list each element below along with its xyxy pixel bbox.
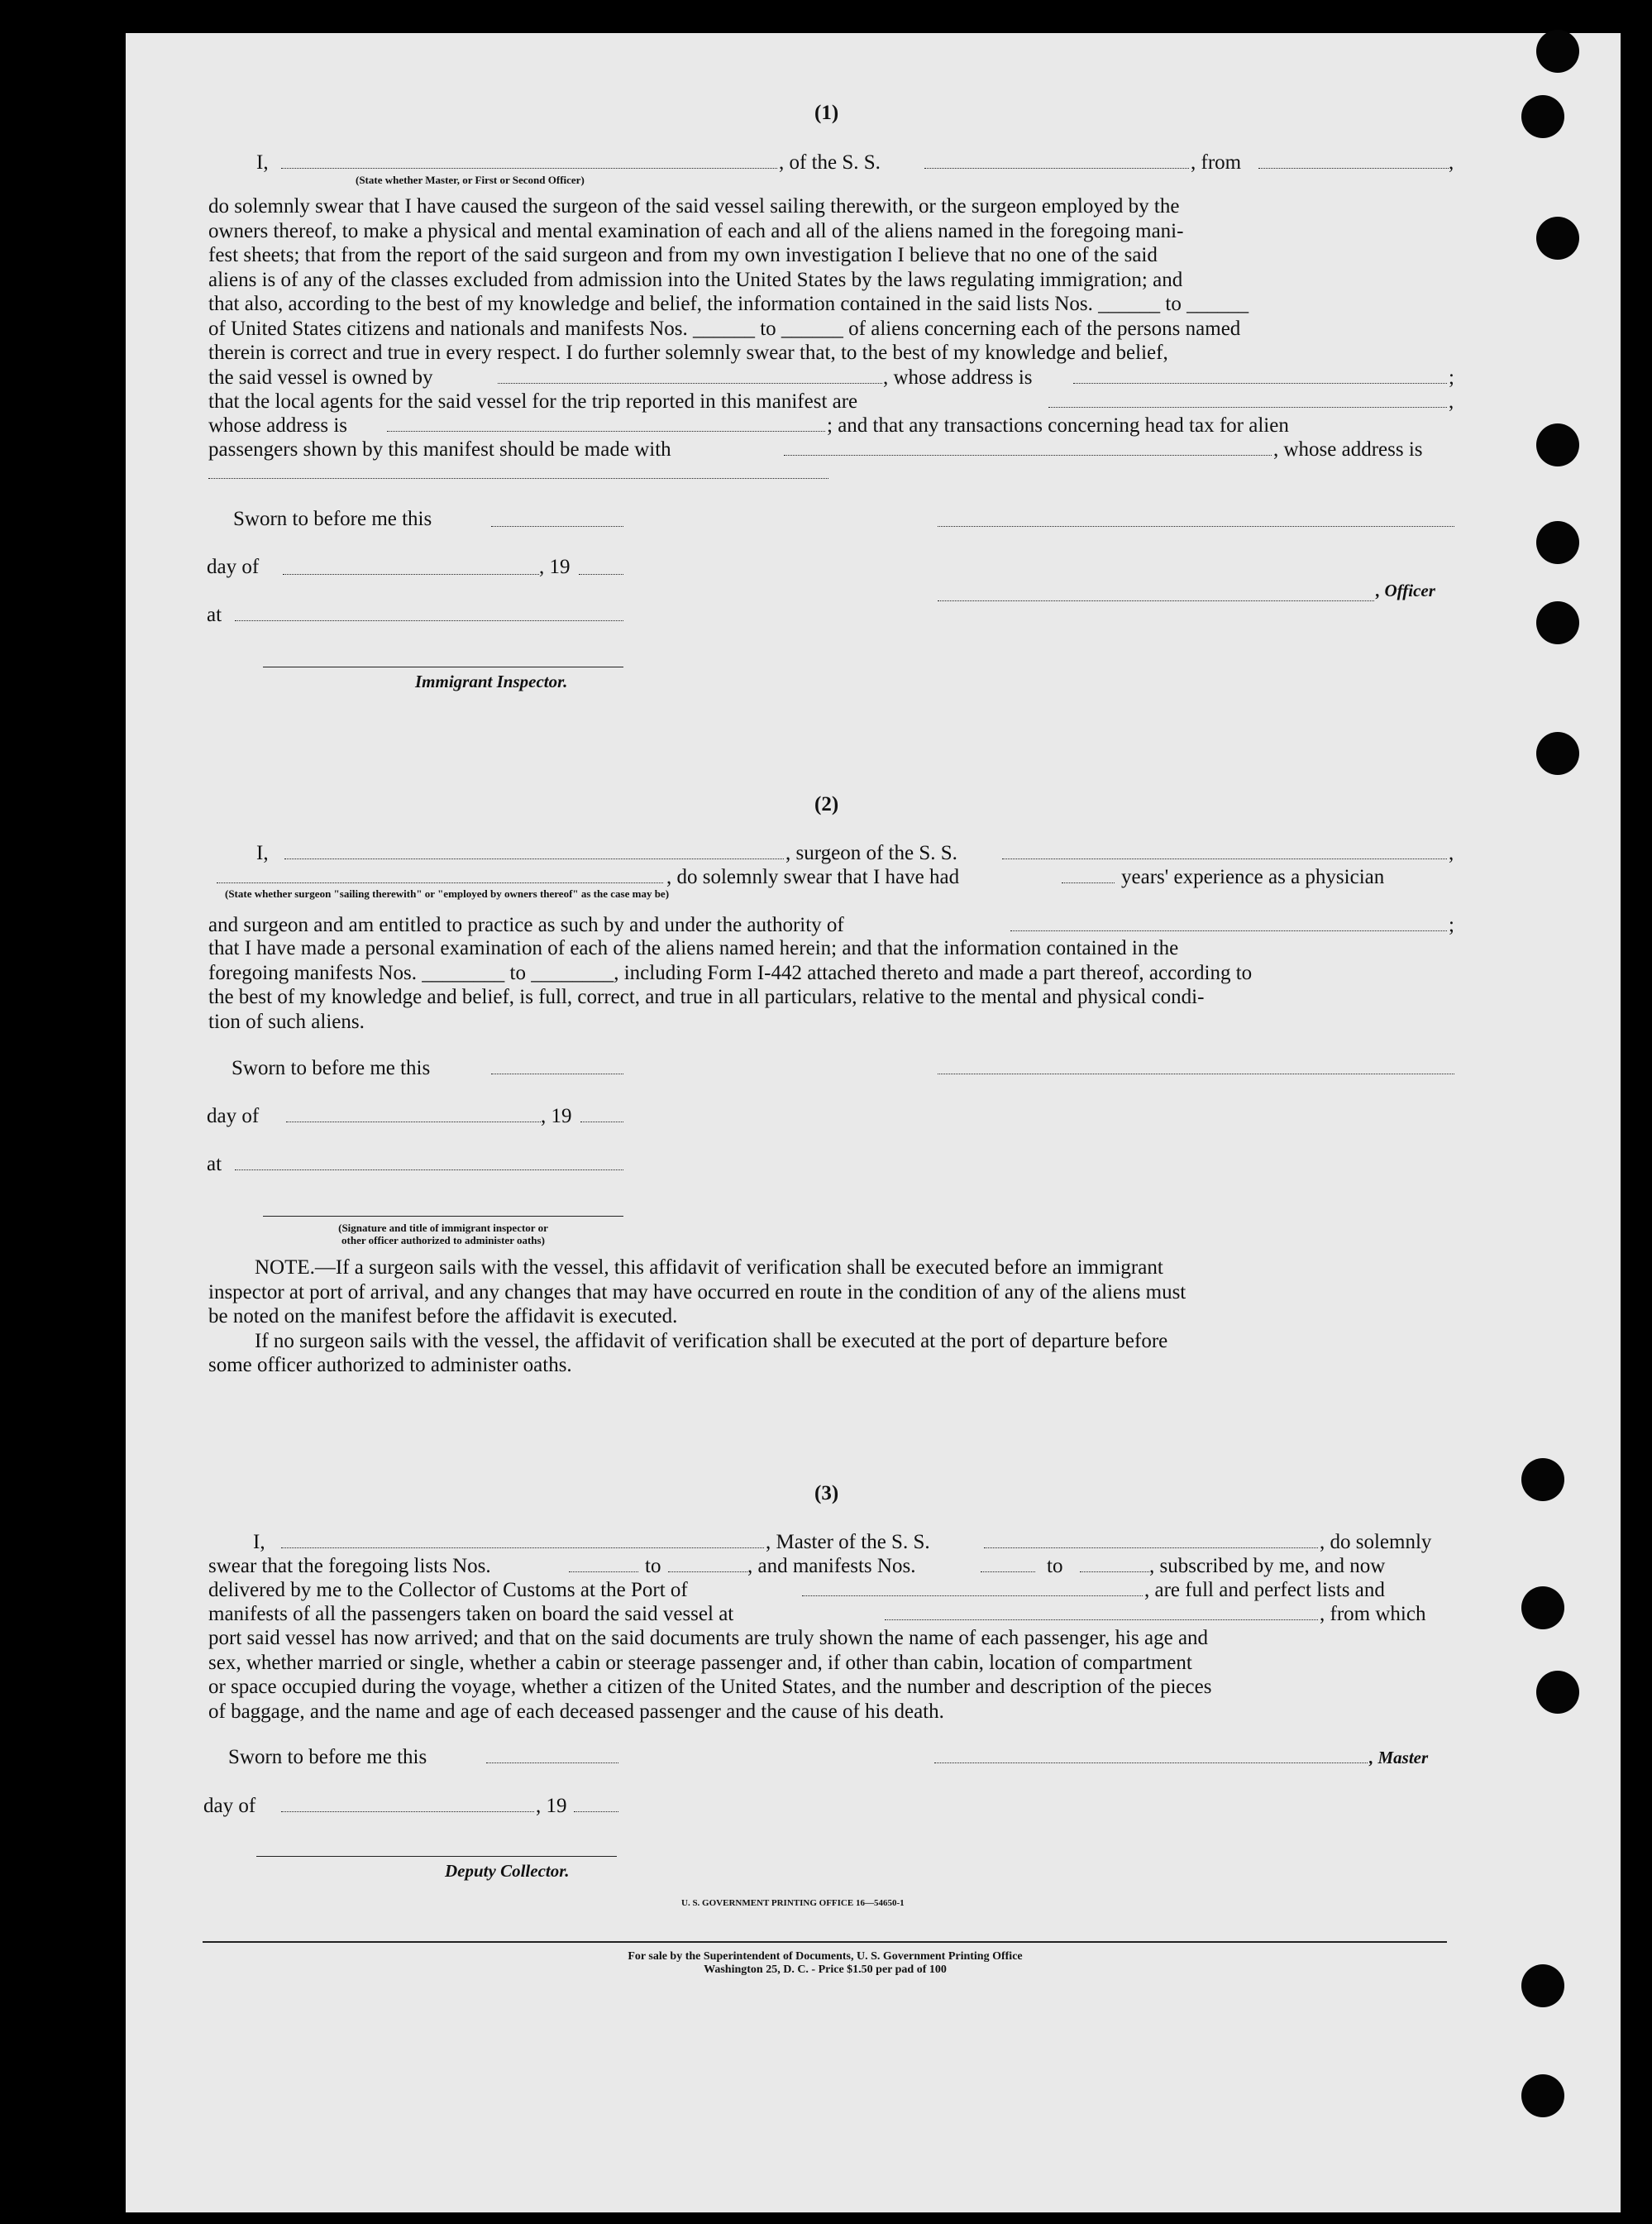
swear-had-label: , do solemnly swear that I have had <box>666 866 960 888</box>
note-line: inspector at port of arrival, and any changes that may have occurred en route in the condition of any of the aliens must <box>208 1280 1186 1303</box>
years-experience-field[interactable] <box>1062 882 1115 883</box>
s3-para-line: of baggage, and the name and age of each deceased passenger and the cause of his death. <box>208 1700 944 1723</box>
vessel-name-field[interactable] <box>924 168 1189 169</box>
s2-at-field[interactable] <box>235 1169 623 1170</box>
agent-address-label: whose address is <box>208 414 348 437</box>
note-line: be noted on the manifest before the affidavit is executed. <box>208 1305 678 1327</box>
owner-field[interactable] <box>498 383 882 384</box>
inspector-label: Immigrant Inspector. <box>415 672 568 691</box>
manifests-from-field[interactable] <box>981 1571 1035 1572</box>
s3-sworn-label: Sworn to before me this <box>228 1746 427 1768</box>
s3-year-label: , 19 <box>536 1795 567 1817</box>
s1-of-ss-label: , of the S. S. <box>779 151 881 174</box>
passengers-text: passengers shown by this manifest should be made with <box>208 438 671 461</box>
s2-at-label: at <box>207 1153 222 1175</box>
s1-line1-end: , <box>1449 151 1454 174</box>
lists-to-field[interactable] <box>668 1571 747 1572</box>
surgeon-note: (State whether surgeon "sailing therewith" or "employed by owners thereof" as the case may be) <box>225 887 670 900</box>
s1-para-line: that also, according to the best of my knowledge and belief, the information contained in the said lists Nos. ______ to ______ <box>208 293 1249 315</box>
s2-note <box>208 1255 1455 1378</box>
s1-para-line: therein is correct and true in every respect. I do further solemnly swear that, to the best of my knowledge and belief, <box>208 342 1168 364</box>
subscribed-label: , subscribed by me, and now <box>1149 1555 1386 1577</box>
s1-year-field[interactable] <box>579 574 623 575</box>
punch-hole <box>1536 30 1579 73</box>
authority-field[interactable] <box>1010 930 1447 931</box>
s3-master-signature-field[interactable] <box>934 1762 1368 1763</box>
agent-address-field[interactable] <box>387 431 825 432</box>
gpo-imprint: U. S. GOVERNMENT PRINTING OFFICE 16—54650-1 <box>681 1898 905 1908</box>
deputy-collector-label: Deputy Collector. <box>445 1861 570 1881</box>
section-3-heading: (3) <box>814 1482 839 1504</box>
from-port-field[interactable] <box>1258 168 1449 169</box>
s2-para-line: the best of my knowledge and belief, is full, correct, and true in all particulars, relative to the mental and physical condi- <box>208 986 1205 1008</box>
s1-para-line: of United States citizens and nationals and manifests Nos. ______ to ______ of aliens concerning each of the persons named <box>208 317 1241 340</box>
s2-paragraph <box>208 936 1455 1034</box>
head-tax-text: ; and that any transactions concerning head tax for alien <box>827 414 1289 437</box>
lists-from-field[interactable] <box>569 1571 638 1572</box>
s2-para-line: that I have made a personal examination of each of the aliens named herein; and that the information contained in the <box>208 937 1179 959</box>
port-field[interactable] <box>802 1595 1143 1596</box>
sig-note-1: (Signature and title of immigrant inspector or <box>338 1222 548 1234</box>
s1-para-line: fest sheets; that from the report of the said surgeon and from my own investigation I believe that no one of the said <box>208 244 1158 266</box>
s1-para-line: aliens is of any of the classes excluded from admission into the United States by the laws regulating immigration; and <box>208 268 1183 291</box>
s3-para-line: or space occupied during the voyage, whether a citizen of the United States, and the number and description of the pieces <box>208 1676 1212 1698</box>
surgeon-of-label: , surgeon of the S. S. <box>785 842 957 864</box>
s1-i-label: I, <box>256 151 269 174</box>
from-which-label: , from which <box>1320 1603 1426 1625</box>
officer-label: , Officer <box>1376 581 1435 600</box>
punch-hole <box>1521 95 1564 138</box>
punch-hole <box>1536 732 1579 775</box>
local-agents-comma: , <box>1449 390 1454 413</box>
manifests-taken-label: manifests of all the passengers taken on board the said vessel at <box>208 1603 734 1625</box>
punch-hole <box>1536 217 1579 260</box>
s1-from-label: , from <box>1191 151 1242 174</box>
sale-line-2: Washington 25, D. C. - Price $1.50 per pad of 100 <box>704 1963 947 1976</box>
section-1-heading: (1) <box>814 102 839 124</box>
s3-month-field[interactable] <box>281 1811 534 1812</box>
punch-hole <box>1521 1586 1564 1629</box>
head-tax-contact-field[interactable] <box>784 455 1272 456</box>
s1-day-of-label: day of <box>207 556 260 578</box>
punch-hole <box>1521 1964 1564 2007</box>
master-name-field[interactable] <box>281 168 777 169</box>
surgeon-status-field[interactable] <box>217 882 663 883</box>
punch-hole <box>1521 2074 1564 2117</box>
note-line: —If a surgeon sails with the vessel, this affidavit of verification shall be executed before an immigrant <box>314 1256 1163 1279</box>
manifests-to-field[interactable] <box>1080 1571 1149 1572</box>
s1-paragraph <box>208 194 1455 366</box>
footer-rule <box>203 1941 1447 1943</box>
note-label: NOTE. <box>255 1256 315 1279</box>
s2-i-label: I, <box>256 842 269 864</box>
s2-para-line: foregoing manifests Nos. ________ to ________, including Form I-442 attached thereto and made a part thereof, according to <box>208 961 1253 984</box>
punch-hole <box>1536 423 1579 466</box>
sig-note-2: other officer authorized to administer oaths) <box>341 1234 545 1246</box>
s1-sworn-day-field[interactable] <box>491 526 623 527</box>
s1-year-label: , 19 <box>539 556 571 578</box>
owner-semicolon: ; <box>1449 366 1454 389</box>
years-label: years' experience as a physician <box>1121 866 1385 888</box>
owned-by-label: the said vessel is owned by <box>208 366 433 389</box>
authority-label: and surgeon and am entitled to practice as such by and under the authority of <box>208 914 844 936</box>
contact-address-field[interactable] <box>208 478 828 479</box>
lists-nos-label: swear that the foregoing lists Nos. <box>208 1555 491 1577</box>
s1-para-line: do solemnly swear that I have caused the surgeon of the said vessel sailing therewith, or the surgeon employed by the <box>208 195 1180 218</box>
master-note: (State whether Master, or First or Second Officer) <box>356 174 585 186</box>
s2-para-line: tion of such aliens. <box>208 1010 365 1033</box>
s1-month-field[interactable] <box>283 574 539 575</box>
s3-collector-signature-field[interactable] <box>256 1856 617 1857</box>
note2-line: some officer authorized to administer oaths. <box>208 1354 572 1376</box>
section-2-heading: (2) <box>814 793 839 815</box>
s2-day-of-label: day of <box>207 1105 260 1127</box>
owner-address-field[interactable] <box>1073 383 1447 384</box>
s3-i-label: I, <box>253 1531 265 1553</box>
owner-address-label: , whose address is <box>883 366 1033 389</box>
s2-year-label: , 19 <box>541 1105 572 1127</box>
punch-hole <box>1536 1671 1579 1714</box>
s1-officer-signature-field[interactable] <box>938 526 1454 527</box>
local-agents-field[interactable] <box>1048 407 1447 408</box>
punch-hole <box>1536 521 1579 564</box>
boarding-port-field[interactable] <box>885 1619 1318 1620</box>
note-first-line <box>208 1255 1455 1280</box>
s3-vessel-field[interactable] <box>984 1547 1318 1548</box>
note2-line: If no surgeon sails with the vessel, the affidavit of verification shall be executed at the port of departure before <box>255 1329 1168 1352</box>
s1-officer-title-field[interactable] <box>938 600 1374 601</box>
s2-inspector-signature-field[interactable] <box>263 1216 623 1217</box>
s1-para-line: owners thereof, to make a physical and mental examination of each and all of the aliens named in the foregoing mani- <box>208 219 1184 242</box>
s3-day-of-label: day of <box>203 1795 256 1817</box>
master-of-label: , Master of the S. S. <box>766 1531 930 1553</box>
s2-sworn-label: Sworn to before me this <box>232 1057 431 1079</box>
s3-paragraph <box>208 1626 1455 1724</box>
punch-hole <box>1521 1458 1564 1501</box>
delivered-label: delivered by me to the Collector of Customs at the Port of <box>208 1579 688 1601</box>
authority-semicolon: ; <box>1449 914 1454 936</box>
do-solemnly-label: , do solemnly <box>1320 1531 1432 1553</box>
s3-master-name-field[interactable] <box>281 1547 764 1548</box>
manifests-to-label: to <box>1047 1555 1063 1577</box>
s2-line1-end: , <box>1449 842 1454 864</box>
s3-para-line: port said vessel has now arrived; and that on the said documents are truly shown the name of each passenger, his age and <box>208 1627 1209 1649</box>
manifests-nos-label: , and manifests Nos. <box>747 1555 916 1577</box>
lists-to-label: to <box>645 1555 661 1577</box>
full-perfect-label: , are full and perfect lists and <box>1144 1579 1385 1601</box>
s3-para-line: sex, whether married or single, whether a cabin or steerage passenger and, if other than cabin, location of compartment <box>208 1651 1192 1674</box>
s1-at-label: at <box>207 604 222 626</box>
sale-line-1: For sale by the Superintendent of Documents, U. S. Government Printing Office <box>628 1950 1023 1963</box>
punch-hole <box>1536 601 1579 644</box>
master-label: , Master <box>1369 1748 1429 1767</box>
contact-address-label: , whose address is <box>1273 438 1423 461</box>
s1-sworn-label: Sworn to before me this <box>233 508 432 530</box>
s3-year-field[interactable] <box>574 1811 618 1812</box>
local-agents-label: that the local agents for the said vessel for the trip reported in this manifest are <box>208 390 858 413</box>
s1-at-field[interactable] <box>235 620 623 621</box>
s3-sworn-day-field[interactable] <box>486 1762 618 1763</box>
